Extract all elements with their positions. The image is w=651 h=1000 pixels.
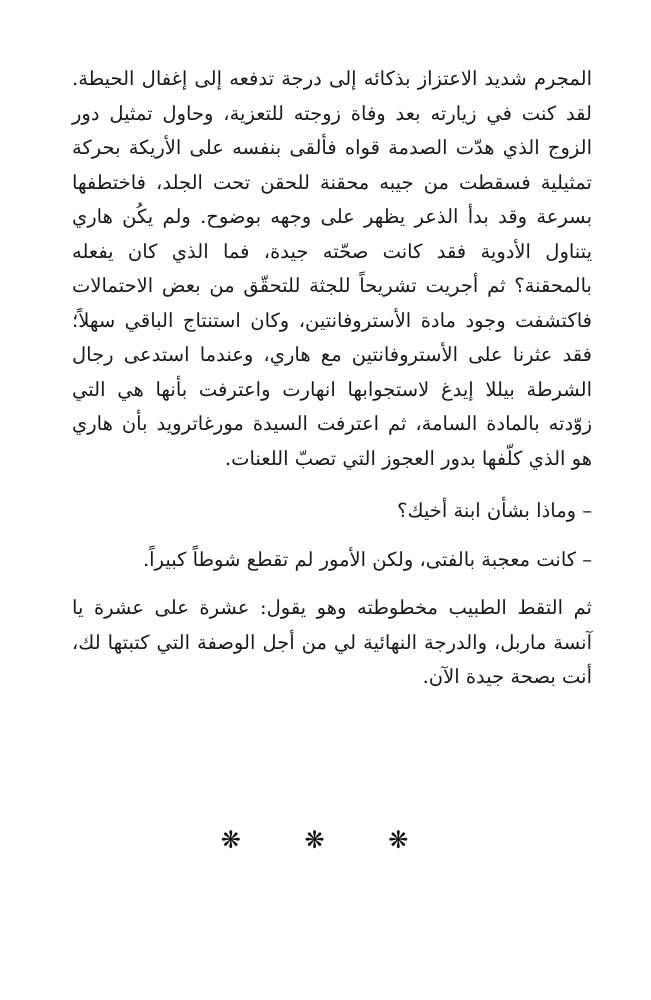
dialogue-question: – وماذا بشأن ابنة أخيك؟ <box>397 499 592 522</box>
asterism-icon: ❋ <box>388 826 431 854</box>
dialogue-answer: – كانت معجبة بالفتى، ولكن الأمور لم تقطع شوطاً كبيراً. <box>142 547 592 571</box>
text-body <box>72 62 592 695</box>
asterism-icon: ❋ <box>220 826 263 854</box>
asterism-icon: ❋ <box>304 826 347 854</box>
main-paragraph: المجرم شديد الاعتزاز بذكائه إلى درجة تدفعه إلى إغفال الحيطة. لقد كنت في زيارته بعد وفاة زوجته للتعزية، وحاول تمثيل دور الزوج الذي هدّت الصدمة قواه فألقى بنفسه على الأريكة بحركة تمثيلية فسقطت من جيبه محقنة للحقن تحت الجلد، فاختطفها بسرعة وقد بدأ الذعر يظهر على وجهه بوضوح. ولم يكُن هاري يتناول الأدوية فقد كانت صحّته جيدة، فما الذي كان يفعله بالمحقنة؟ ثم أجريت تشريحاً للجثة للتحقّق من بعض الاحتمالات فاكتشفت وجود مادة الأستروفانتين، وكان استنتاج الباقي سهلاً؛ فقد عثرنا على الأستروفانتين مع هاري، وعندما استدعى رجال الشرطة بيللا إيدغ لاستجوابها انهارت واعترفت بأنها هي التي زوّدته بالمادة السامة، ثم اعترفت السيدة مورغاترويد بأن هاري هو الذي كلّفها بدور العجوز التي تصبّ اللعنات. <box>72 67 593 470</box>
section-break-ornament <box>0 826 651 854</box>
closing-paragraph: ثم التقط الطبيب مخطوطته وهو يقول: عشرة على عشرة يا آنسة ماربل، والدرجة النهائية لي من أجل الوصفة التي كتبتها لك، أنت بصحة جيدة الآن. <box>72 596 592 688</box>
